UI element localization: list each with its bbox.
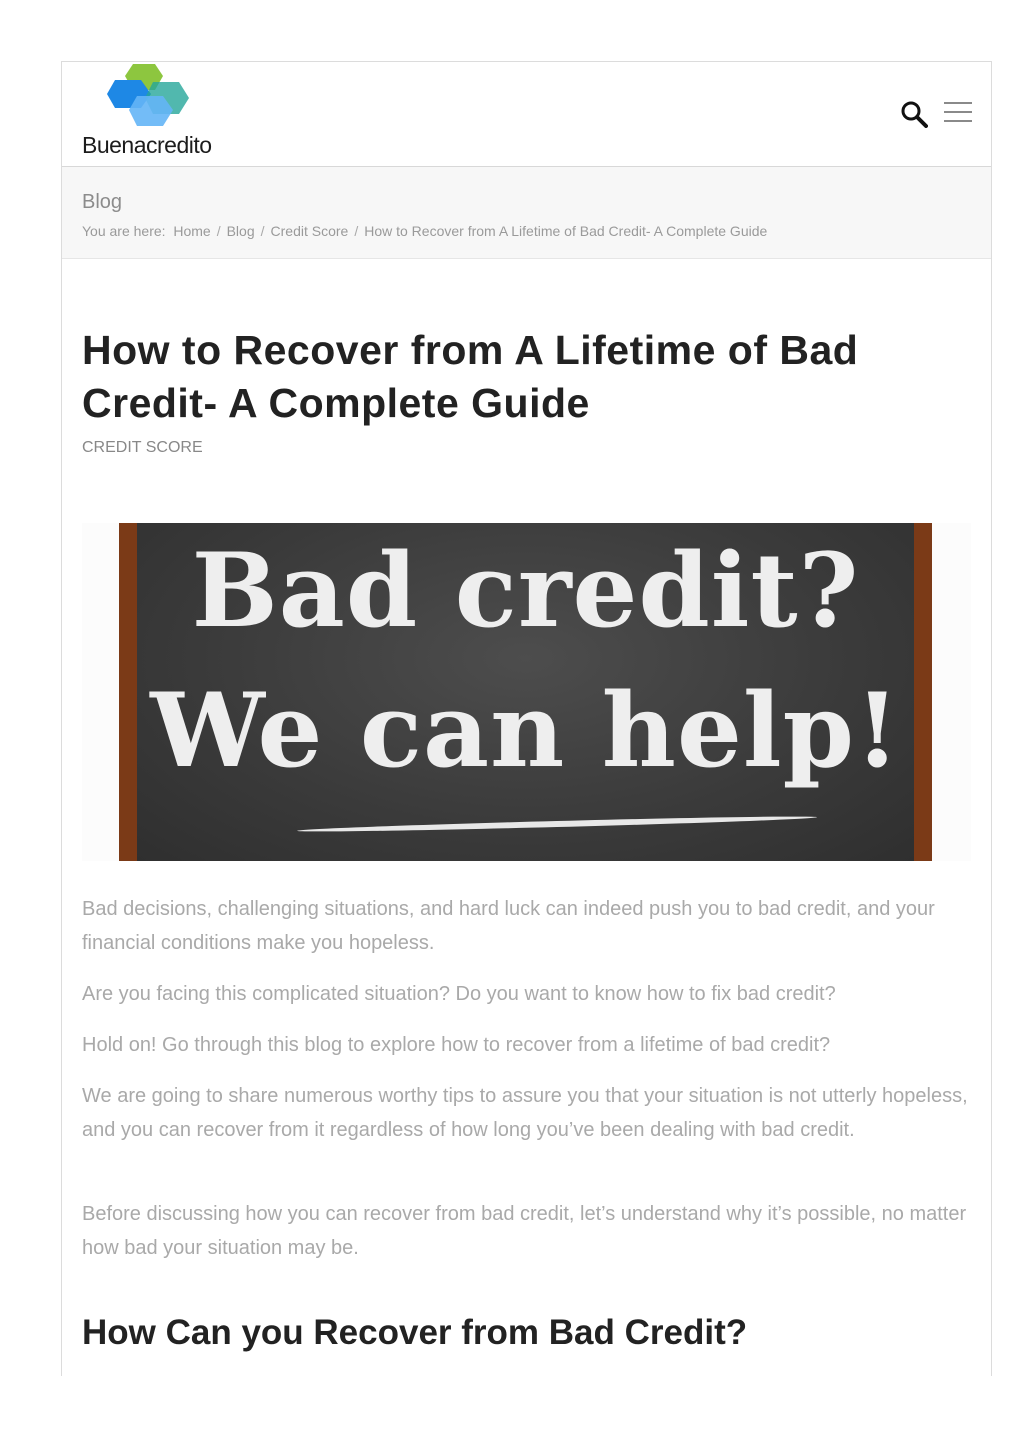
breadcrumb [82,223,767,239]
page-titlebar [62,167,991,259]
body-paragraph-2: Are you facing this complicated situation? Do you want to know how to fix bad credit? [82,983,836,1005]
menu-line [944,111,972,113]
breadcrumb-home[interactable]: Home [173,223,211,239]
body-paragraph-1: Bad decisions, challenging situations, and hard luck can indeed push you to bad credit, and your financial conditions make you hopeless. [82,898,935,954]
page-frame [61,61,992,1376]
hamburger-menu-button[interactable] [944,102,972,124]
logo-text: Buenacredito [82,132,212,158]
body-paragraph-5: Before discussing how you can recover from bad credit, let’s understand why it’s possible, no matter how bad your situation may be. [82,1203,967,1259]
search-icon [900,100,928,128]
breadcrumb-current: How to Recover from A Lifetime of Bad Credit- A Complete Guide [364,223,768,239]
breadcrumb-blog[interactable]: Blog [226,223,255,239]
site-logo[interactable] [82,62,232,160]
chalkboard-frame [119,523,932,861]
section-title: Blog [82,191,123,213]
logo-mark-icon [107,62,197,128]
post-category-link[interactable]: CREDIT SCORE [82,439,203,456]
hero-image [82,523,971,861]
hero-text-line-2: We can help! [150,671,901,791]
breadcrumb-separator: / [260,223,265,239]
body-paragraph-3: Hold on! Go through this blog to explore how to recover from a lifetime of bad credit? [82,1034,831,1056]
breadcrumb-separator: / [354,223,359,239]
hero-text-line-1: Bad credit? [191,531,860,651]
post-title: How to Recover from A Lifetime of Bad Credit- A Complete Guide [82,327,859,426]
body-paragraph-4: We are going to share numerous worthy tips to assure you that your situation is not utterly hopeless, and you can recover from it regardless of how long you’ve been dealing with bad credit. [82,1085,968,1141]
breadcrumb-separator: / [216,223,221,239]
breadcrumb-credit-score[interactable]: Credit Score [270,223,349,239]
search-button[interactable] [900,100,928,128]
chalk-underline [297,814,817,834]
menu-line [944,120,972,122]
menu-line [944,102,972,104]
site-header [62,62,991,167]
section-heading: How Can you Recover from Bad Credit? [82,1313,748,1352]
breadcrumb-prefix: You are here: [82,223,166,239]
chalkboard [137,523,914,861]
